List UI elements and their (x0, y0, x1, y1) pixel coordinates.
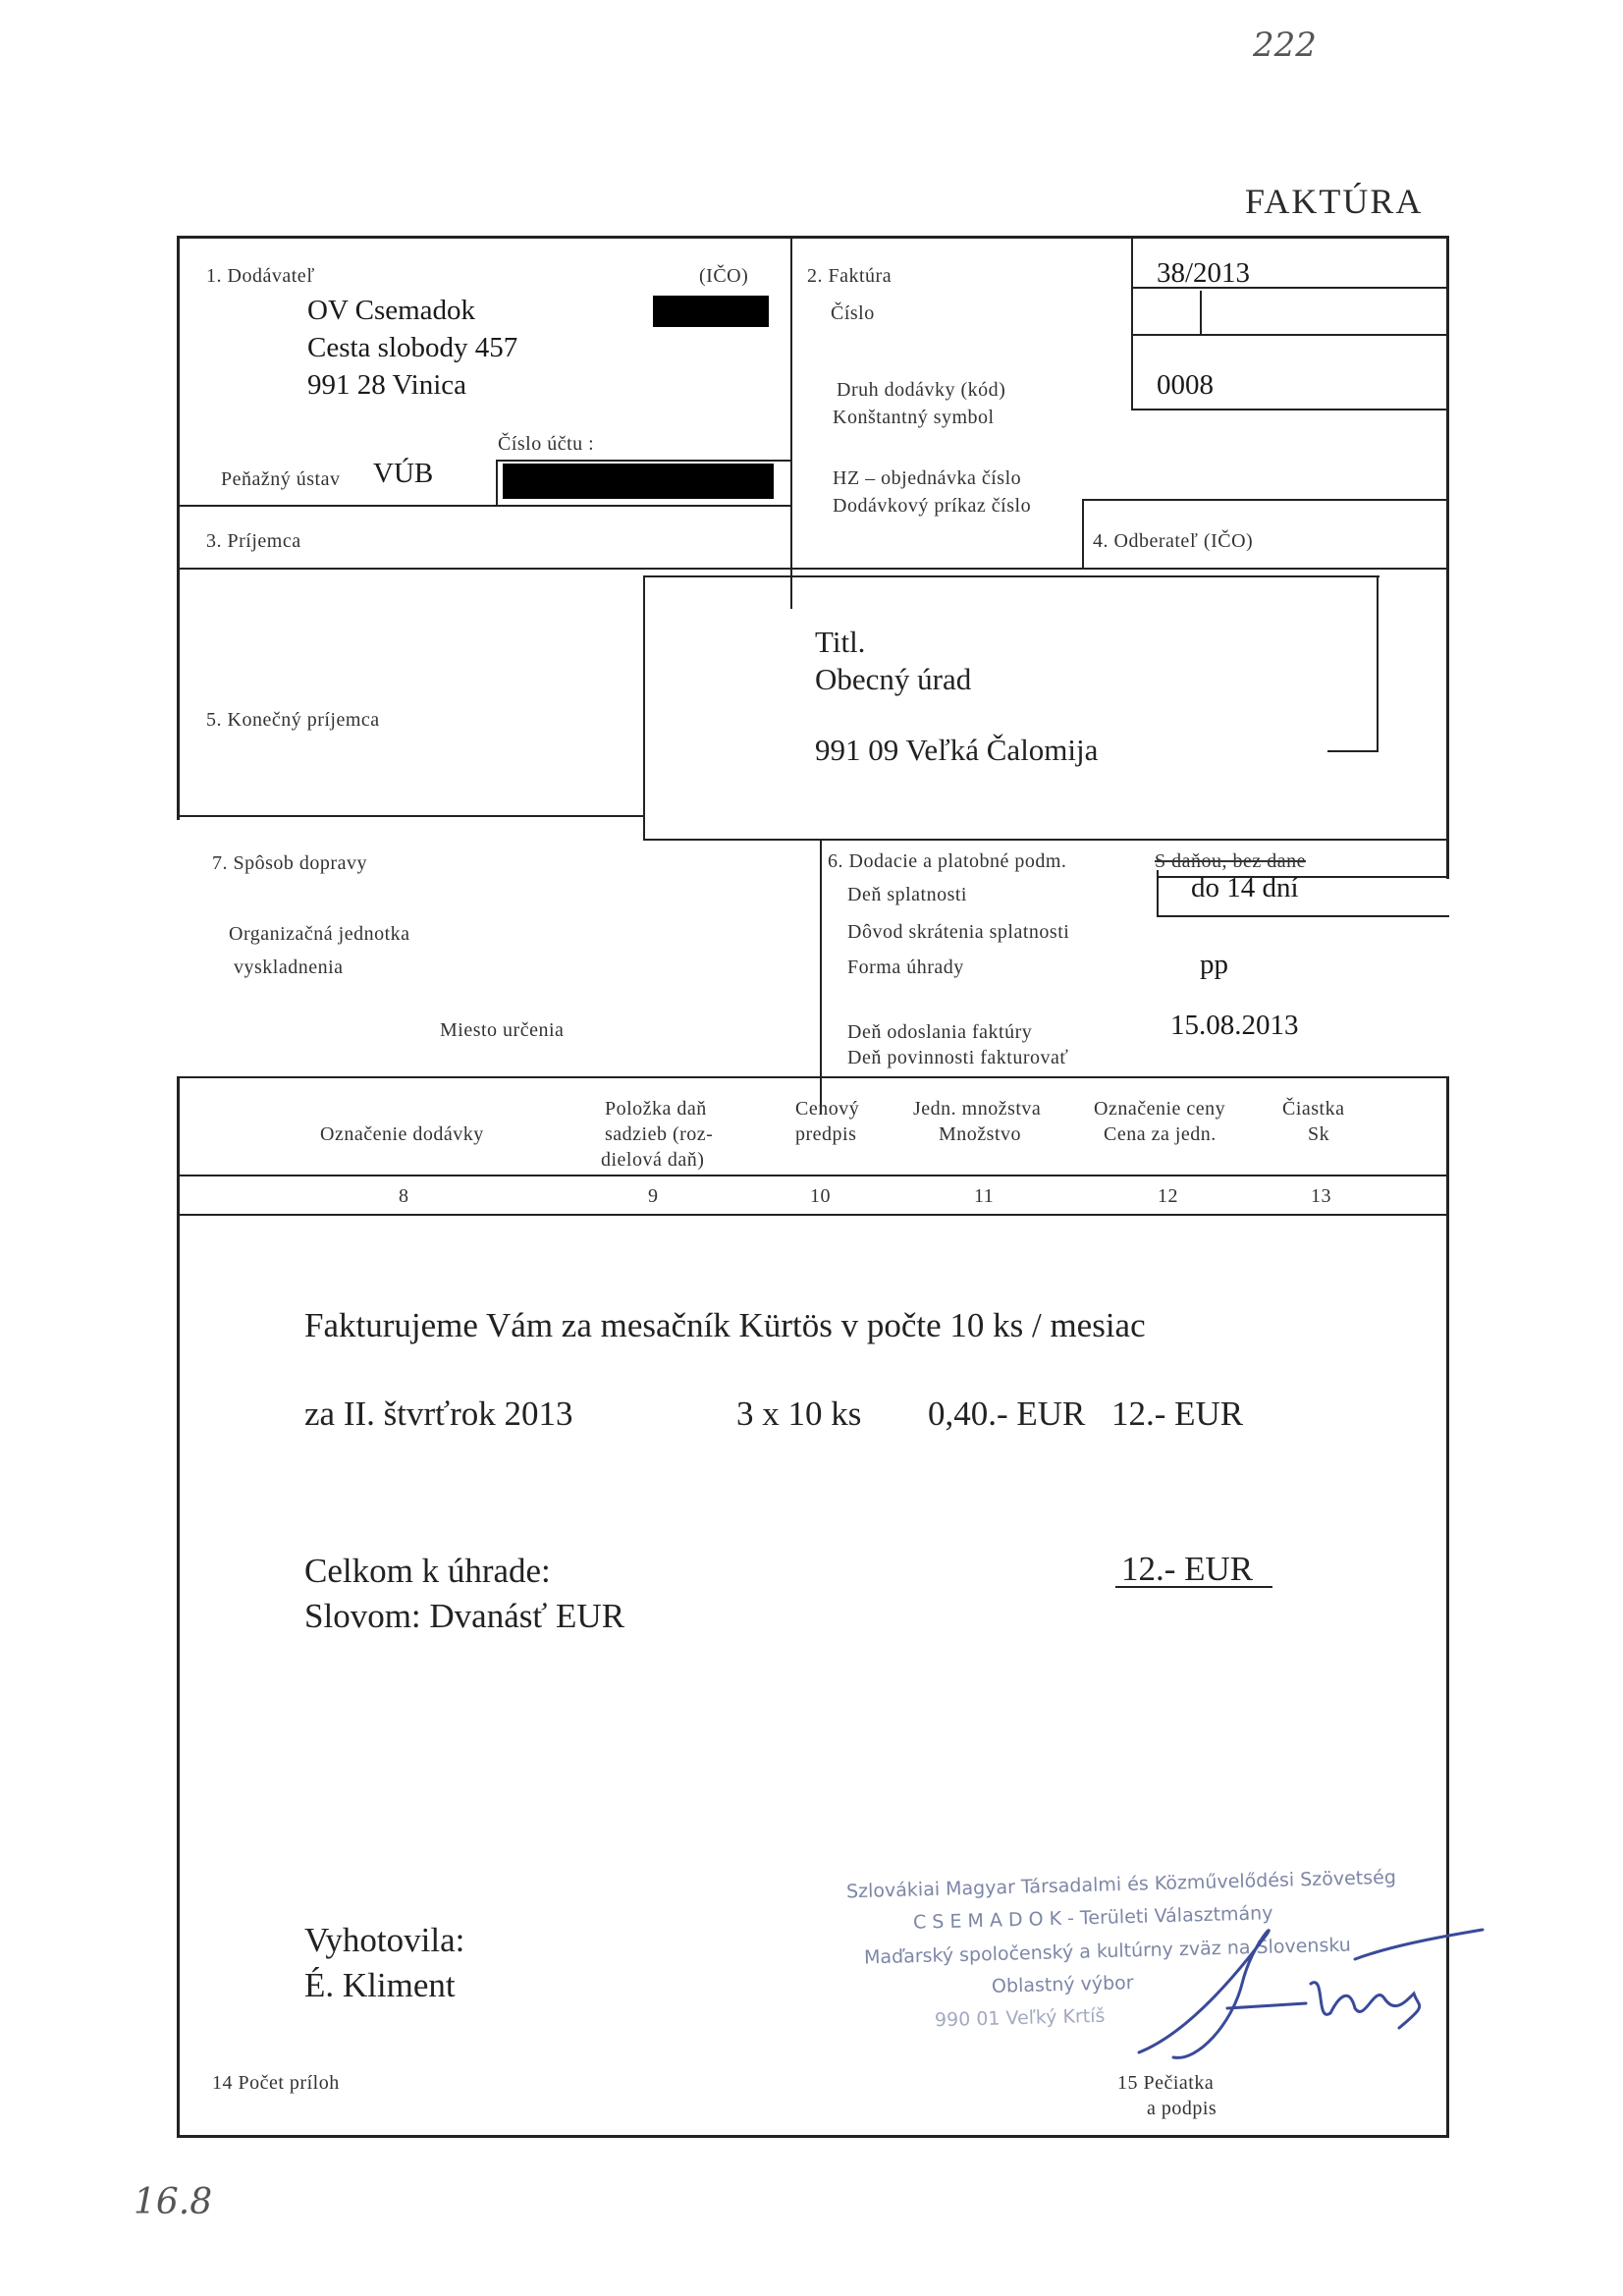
handwritten-signature (1080, 1915, 1492, 2072)
invoice-label: 2. Faktúra (807, 265, 893, 287)
supplier-label: 1. Dodávateľ (206, 265, 315, 287)
item-quantity: 3 x 10 ks (736, 1394, 862, 1433)
col-header-price-1: Označenie ceny (1094, 1098, 1226, 1120)
col-number-13: 13 (1311, 1185, 1331, 1207)
billing-obligation-label: Deň povinnosti fakturovať (847, 1047, 1069, 1068)
due-date-value: do 14 dní (1191, 872, 1299, 903)
supplier-ico-label: (IČO) (699, 265, 749, 287)
customer-title: Titl. (815, 625, 866, 659)
bank-label: Peňažný ústav (221, 468, 341, 490)
supplier-name: OV Csemadok (307, 295, 476, 326)
stamp-line-5: 990 01 Veľký Krtíš (934, 2004, 1106, 2032)
org-unit-label-2: vyskladnenia (234, 957, 344, 978)
amount-in-words: Slovom: Dvanásť EUR (304, 1597, 625, 1635)
col-header-price-rule-2: predpis (795, 1123, 857, 1145)
due-reason-label: Dôvod skrátenia splatnosti (847, 921, 1070, 943)
signature-label: a podpis (1147, 2098, 1217, 2119)
terms-label: 6. Dodacie a platobné podm. (828, 850, 1067, 872)
recipient-label: 3. Príjemca (206, 530, 301, 552)
delivery-order-label: Dodávkový príkaz číslo (833, 495, 1032, 517)
sent-date-label: Deň odoslania faktúry (847, 1021, 1033, 1043)
col-number-8: 8 (399, 1185, 409, 1207)
supplier-street: Cesta slobody 457 (307, 332, 518, 363)
supplier-city: 991 28 Vinica (307, 369, 467, 401)
col-number-12: 12 (1158, 1185, 1178, 1207)
bank-value: VÚB (373, 458, 434, 489)
invoice-number-value: 38/2013 (1157, 257, 1251, 289)
attachments-label: 14 Počet príloh (212, 2072, 340, 2094)
transport-label: 7. Spôsob dopravy (212, 852, 367, 874)
handwritten-page-number: 222 (1253, 26, 1317, 65)
order-number-label: HZ – objednávka číslo (833, 467, 1022, 489)
final-recipient-label: 5. Konečný príjemca (206, 709, 380, 731)
payment-form-label: Forma úhrady (847, 957, 964, 978)
col-header-amount-2: Sk (1308, 1123, 1330, 1145)
item-period: za II. štvrťrok 2013 (304, 1394, 573, 1433)
col-header-price-2: Cena za jedn. (1104, 1123, 1217, 1145)
invoice-description: Fakturujeme Vám za mesačník Kürtös v počte 10 ks / mesiac (304, 1306, 1146, 1344)
destination-label: Miesto určenia (440, 1019, 565, 1041)
col-number-11: 11 (974, 1185, 995, 1207)
col-header-tax-rate-2: sadzieb (roz- (605, 1123, 714, 1145)
prepared-by-label: Vyhotovila: (304, 1921, 465, 1959)
constant-symbol-label: Konštantný symbol (833, 407, 995, 428)
customer-label: 4. Odberateľ (IČO) (1093, 530, 1254, 552)
sent-date-value: 15.08.2013 (1170, 1010, 1299, 1041)
tax-label: S daňou, bez dane (1155, 850, 1307, 872)
constant-symbol-value: 0008 (1157, 369, 1214, 401)
col-header-price-rule-1: Cenový (795, 1098, 860, 1120)
invoice-number-label: Číslo (831, 302, 875, 324)
stamp-line-1: Szlovákiai Magyar Társadalmi és Közművelődési Szövetség (845, 1866, 1397, 1903)
handwritten-footer-note: 16.8 (134, 2182, 213, 2222)
col-header-unit-2: Množstvo (939, 1123, 1021, 1145)
redacted-ico (653, 296, 769, 327)
item-unit-price: 0,40.- EUR (928, 1394, 1086, 1433)
payment-form-value: pp (1200, 949, 1228, 980)
stamp-label: 15 Pečiatka (1117, 2072, 1215, 2094)
document-title: FAKTÚRA (1245, 182, 1424, 221)
stamp-line-3: Maďarský spoločenský a kultúrny zväz na Slovensku (863, 1934, 1352, 1969)
account-number-label: Číslo účtu : (498, 433, 595, 455)
total-value: 12.- EUR (1121, 1550, 1254, 1588)
customer-city: 991 09 Veľká Čalomija (815, 733, 1099, 767)
stamp-line-2: C S E M A D O K - Területi Választmány (912, 1902, 1273, 1934)
prepared-by-name: É. Kliment (304, 1966, 456, 2004)
col-header-amount-1: Čiastka (1282, 1098, 1345, 1120)
redacted-account-number (503, 464, 774, 499)
total-label: Celkom k úhrade: (304, 1552, 551, 1590)
stamp-line-4: Oblastný výbor (991, 1972, 1134, 1997)
col-header-unit-1: Jedn. množstva (913, 1098, 1042, 1120)
org-unit-label-1: Organizačná jednotka (229, 923, 410, 945)
customer-name: Obecný úrad (815, 662, 972, 696)
col-header-tax-rate-3: dielová daň) (601, 1149, 705, 1171)
col-number-10: 10 (810, 1185, 831, 1207)
col-header-designation: Označenie dodávky (320, 1123, 484, 1145)
delivery-type-label: Druh dodávky (kód) (837, 379, 1006, 401)
col-header-tax-rate-1: Položka daň (605, 1098, 707, 1120)
item-total: 12.- EUR (1111, 1394, 1244, 1433)
col-number-9: 9 (648, 1185, 659, 1207)
due-date-label: Deň splatnosti (847, 884, 967, 905)
